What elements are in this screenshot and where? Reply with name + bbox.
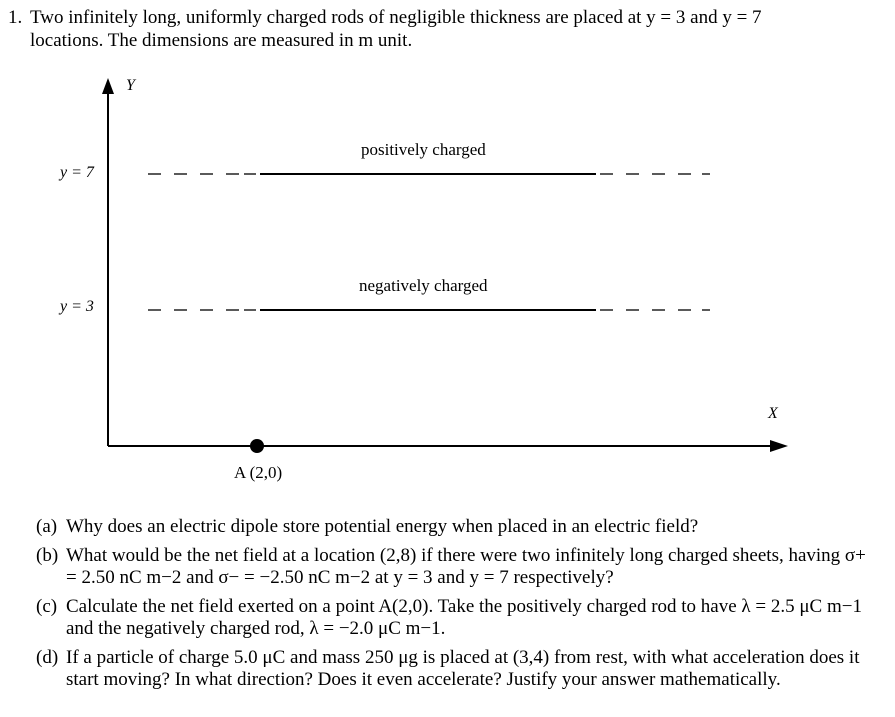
question-c-text: Calculate the net field exerted on a point A(2,0). Take the positively charged rod to have λ = 2.5 μC m−1 and the negatively charged rod, λ = −2.0 μC m−1. — [66, 596, 862, 639]
question-a-label: (a) — [36, 516, 58, 537]
tick-y7: y = 7 — [60, 164, 94, 181]
question-a-text: Why does an electric dipole store potential energy when placed in an electric field? — [66, 516, 699, 537]
intro-line-1: Two infinitely long, uniformly charged rods of negligible thickness are placed at y = 3 and y = 7 — [30, 7, 762, 28]
question-d — [36, 647, 866, 691]
question-b — [36, 545, 866, 589]
question-a — [36, 516, 866, 538]
intro-line-2: locations. The dimensions are measured in m unit. — [30, 30, 413, 51]
y-axis-label: Y — [126, 77, 135, 94]
x-axis-arrowhead — [770, 440, 788, 452]
tick-y3: y = 3 — [60, 298, 94, 315]
question-c — [36, 596, 866, 640]
question-d-label: (d) — [36, 647, 59, 668]
question-list — [36, 516, 866, 698]
rod-positive-label: positively charged — [361, 140, 486, 159]
question-b-text: What would be the net field at a location (2,8) if there were two infinitely long charged sheets, having σ+ = 2.50 nC m−2 and σ− = −2.50 nC m−2 at y = 3 and y = 7 respectively? — [66, 545, 866, 588]
point-a-marker — [250, 439, 264, 453]
y-axis-arrowhead — [102, 78, 114, 94]
x-axis-label: X — [768, 405, 778, 422]
rod-negative-label: negatively charged — [359, 276, 488, 295]
question-c-label: (c) — [36, 596, 58, 617]
point-a-label: A (2,0) — [234, 463, 283, 482]
problem-number: 1. — [8, 7, 23, 28]
question-d-text: If a particle of charge 5.0 μC and mass 250 μg is placed at (3,4) from rest, with what acceleration does it start moving? In what direction? Does it even accelerate? Justify your answer mathematically. — [66, 647, 860, 690]
question-b-label: (b) — [36, 545, 59, 566]
